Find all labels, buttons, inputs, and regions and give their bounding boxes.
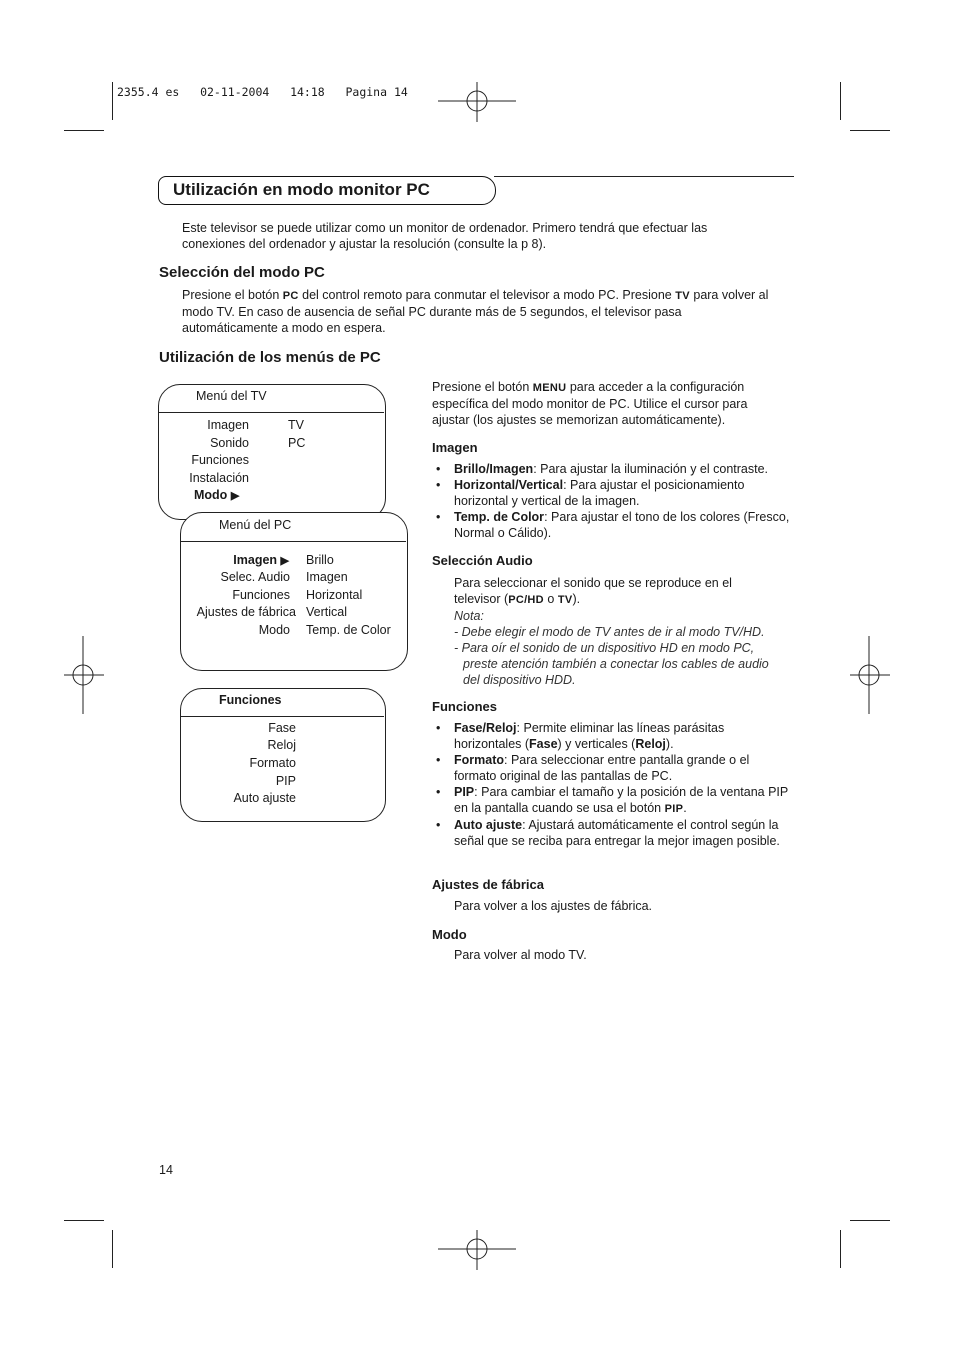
intro-paragraph: Este televisor se puede utilizar como un monitor de ordenador. Primero tendrá que efectuar las conexiones del ordenador y ajustar la resolución (consulte la p 8). bbox=[182, 221, 708, 251]
page-title: Utilización en modo monitor PC bbox=[173, 180, 430, 199]
functions-menu-item: Reloj bbox=[267, 738, 296, 752]
funciones-heading: Funciones bbox=[432, 699, 498, 714]
pc-menu-item: Selec. Audio bbox=[220, 570, 290, 584]
pc-menu-value: Horizontal bbox=[306, 588, 363, 602]
tv-menu-item: Sonido bbox=[210, 436, 249, 450]
pc-menu-selected-item: Imagen ▶ bbox=[233, 553, 289, 567]
tv-key: TV bbox=[675, 290, 690, 302]
audio-paragraph: Para seleccionar el sonido que se reproduce en el televisor (PC/HD o TV). Nota: - Debe elegir el modo de TV antes de ir al modo TV/HD. - Para oír el sonido de un dispositivo HD en modo PC, preste atención también a conectar los cables de audio del dispositivo HDD. bbox=[454, 575, 774, 688]
tv-menu-item: Instalación bbox=[189, 471, 249, 485]
registration-mark-right bbox=[850, 636, 890, 714]
play-arrow-icon: ▶ bbox=[230, 490, 240, 502]
tv-menu-item: Funciones bbox=[191, 453, 249, 467]
pc-menu-item: Ajustes de fábrica bbox=[196, 605, 296, 619]
functions-menu-item: Fase bbox=[268, 721, 296, 735]
note-label: Nota: bbox=[454, 609, 484, 623]
functions-menu-item: PIP bbox=[275, 774, 296, 788]
funciones-list bbox=[432, 720, 794, 849]
pc-menu-item: Modo bbox=[258, 623, 290, 637]
modo-text: Para volver al modo TV. bbox=[454, 948, 587, 962]
imagen-heading: Imagen bbox=[432, 440, 478, 455]
tv-menu-title: Menú del TV bbox=[196, 389, 267, 403]
ajustes-text: Para volver a los ajustes de fábrica. bbox=[454, 899, 653, 913]
page-number: 14 bbox=[159, 1163, 173, 1177]
tv-menu-item: Imagen bbox=[207, 418, 249, 432]
tv-menu-value: PC bbox=[288, 436, 306, 450]
ajustes-heading: Ajustes de fábrica bbox=[432, 877, 544, 892]
menu-key: MENU bbox=[532, 382, 567, 394]
note-line: - Para oír el sonido de un dispositivo HD en modo PC, preste atención también a conectar los cables de audio del dispositivo HDD. bbox=[454, 641, 769, 687]
pc-mode-paragraph: Presione el botón PC del control remoto para conmutar el televisor a modo PC. Presione TV para volver al modo TV. En caso de ausencia de señal PC durante más de 5 segundos, el televisor pasa automáticamente a modo en espera. bbox=[182, 288, 769, 335]
pc-menu-value: Temp. de Color bbox=[306, 623, 391, 637]
section-heading-pc-mode: Selección del modo PC bbox=[159, 264, 325, 281]
list-item: • Fase/Reloj: Permite eliminar las líneas parásitas horizontales (Fase) y verticales (Reloj). bbox=[432, 720, 794, 752]
list-item: • Brillo/Imagen: Para ajustar la iluminación y el contraste. bbox=[432, 461, 794, 477]
menu-intro-paragraph: Presione el botón MENU para acceder a la configuración específica del modo monitor de PC. Utilice el cursor para ajustar (los ajustes se memorizan automáticamente). bbox=[432, 380, 748, 427]
pc-menu-item: Funciones bbox=[232, 588, 290, 602]
pc-menu-value: Brillo bbox=[306, 553, 334, 567]
pc-menu-value: Vertical bbox=[306, 605, 347, 619]
list-item: • PIP: Para cambiar el tamaño y la posición de la ventana PIP en la pantalla cuando se usa el botón PIP. bbox=[432, 784, 794, 817]
registration-mark-left bbox=[64, 636, 104, 714]
play-arrow-icon: ▶ bbox=[280, 555, 289, 567]
list-item: • Horizontal/Vertical: Para ajustar el posicionamiento horizontal y vertical de la imagen. bbox=[432, 477, 794, 509]
tv-menu-value: TV bbox=[288, 418, 304, 432]
tv-menu-diagram bbox=[158, 384, 386, 520]
modo-heading: Modo bbox=[432, 927, 467, 942]
functions-menu-item: Formato bbox=[249, 756, 296, 770]
print-header: 2355.4 es 02-11-2004 14:18 Pagina 14 bbox=[117, 85, 408, 99]
list-item: • Formato: Para seleccionar entre pantalla grande o el formato original de las pantallas de PC. bbox=[432, 752, 794, 784]
registration-mark-bottom bbox=[438, 1230, 516, 1270]
pc-key: PC bbox=[282, 290, 299, 302]
tv-menu-selected-item: Modo ▶ bbox=[194, 488, 240, 502]
functions-menu-item: Auto ajuste bbox=[233, 791, 296, 805]
registration-mark-top bbox=[438, 82, 516, 122]
title-rule bbox=[494, 176, 794, 177]
imagen-list bbox=[432, 461, 794, 541]
list-item: • Temp. de Color: Para ajustar el tono de los colores (Fresco, Normal o Cálido). bbox=[432, 509, 794, 541]
list-item: • Auto ajuste: Ajustará automáticamente el control según la señal que se reciba para entregar la mejor imagen posible. bbox=[432, 817, 794, 849]
audio-heading: Selección Audio bbox=[432, 553, 533, 568]
section-heading-pc-menus: Utilización de los menús de PC bbox=[159, 349, 381, 366]
note-line: - Debe elegir el modo de TV antes de ir al modo TV/HD. bbox=[454, 625, 765, 639]
pc-menu-title: Menú del PC bbox=[219, 518, 292, 532]
pc-menu-value: Imagen bbox=[306, 570, 348, 584]
functions-menu-title: Funciones bbox=[219, 693, 282, 707]
